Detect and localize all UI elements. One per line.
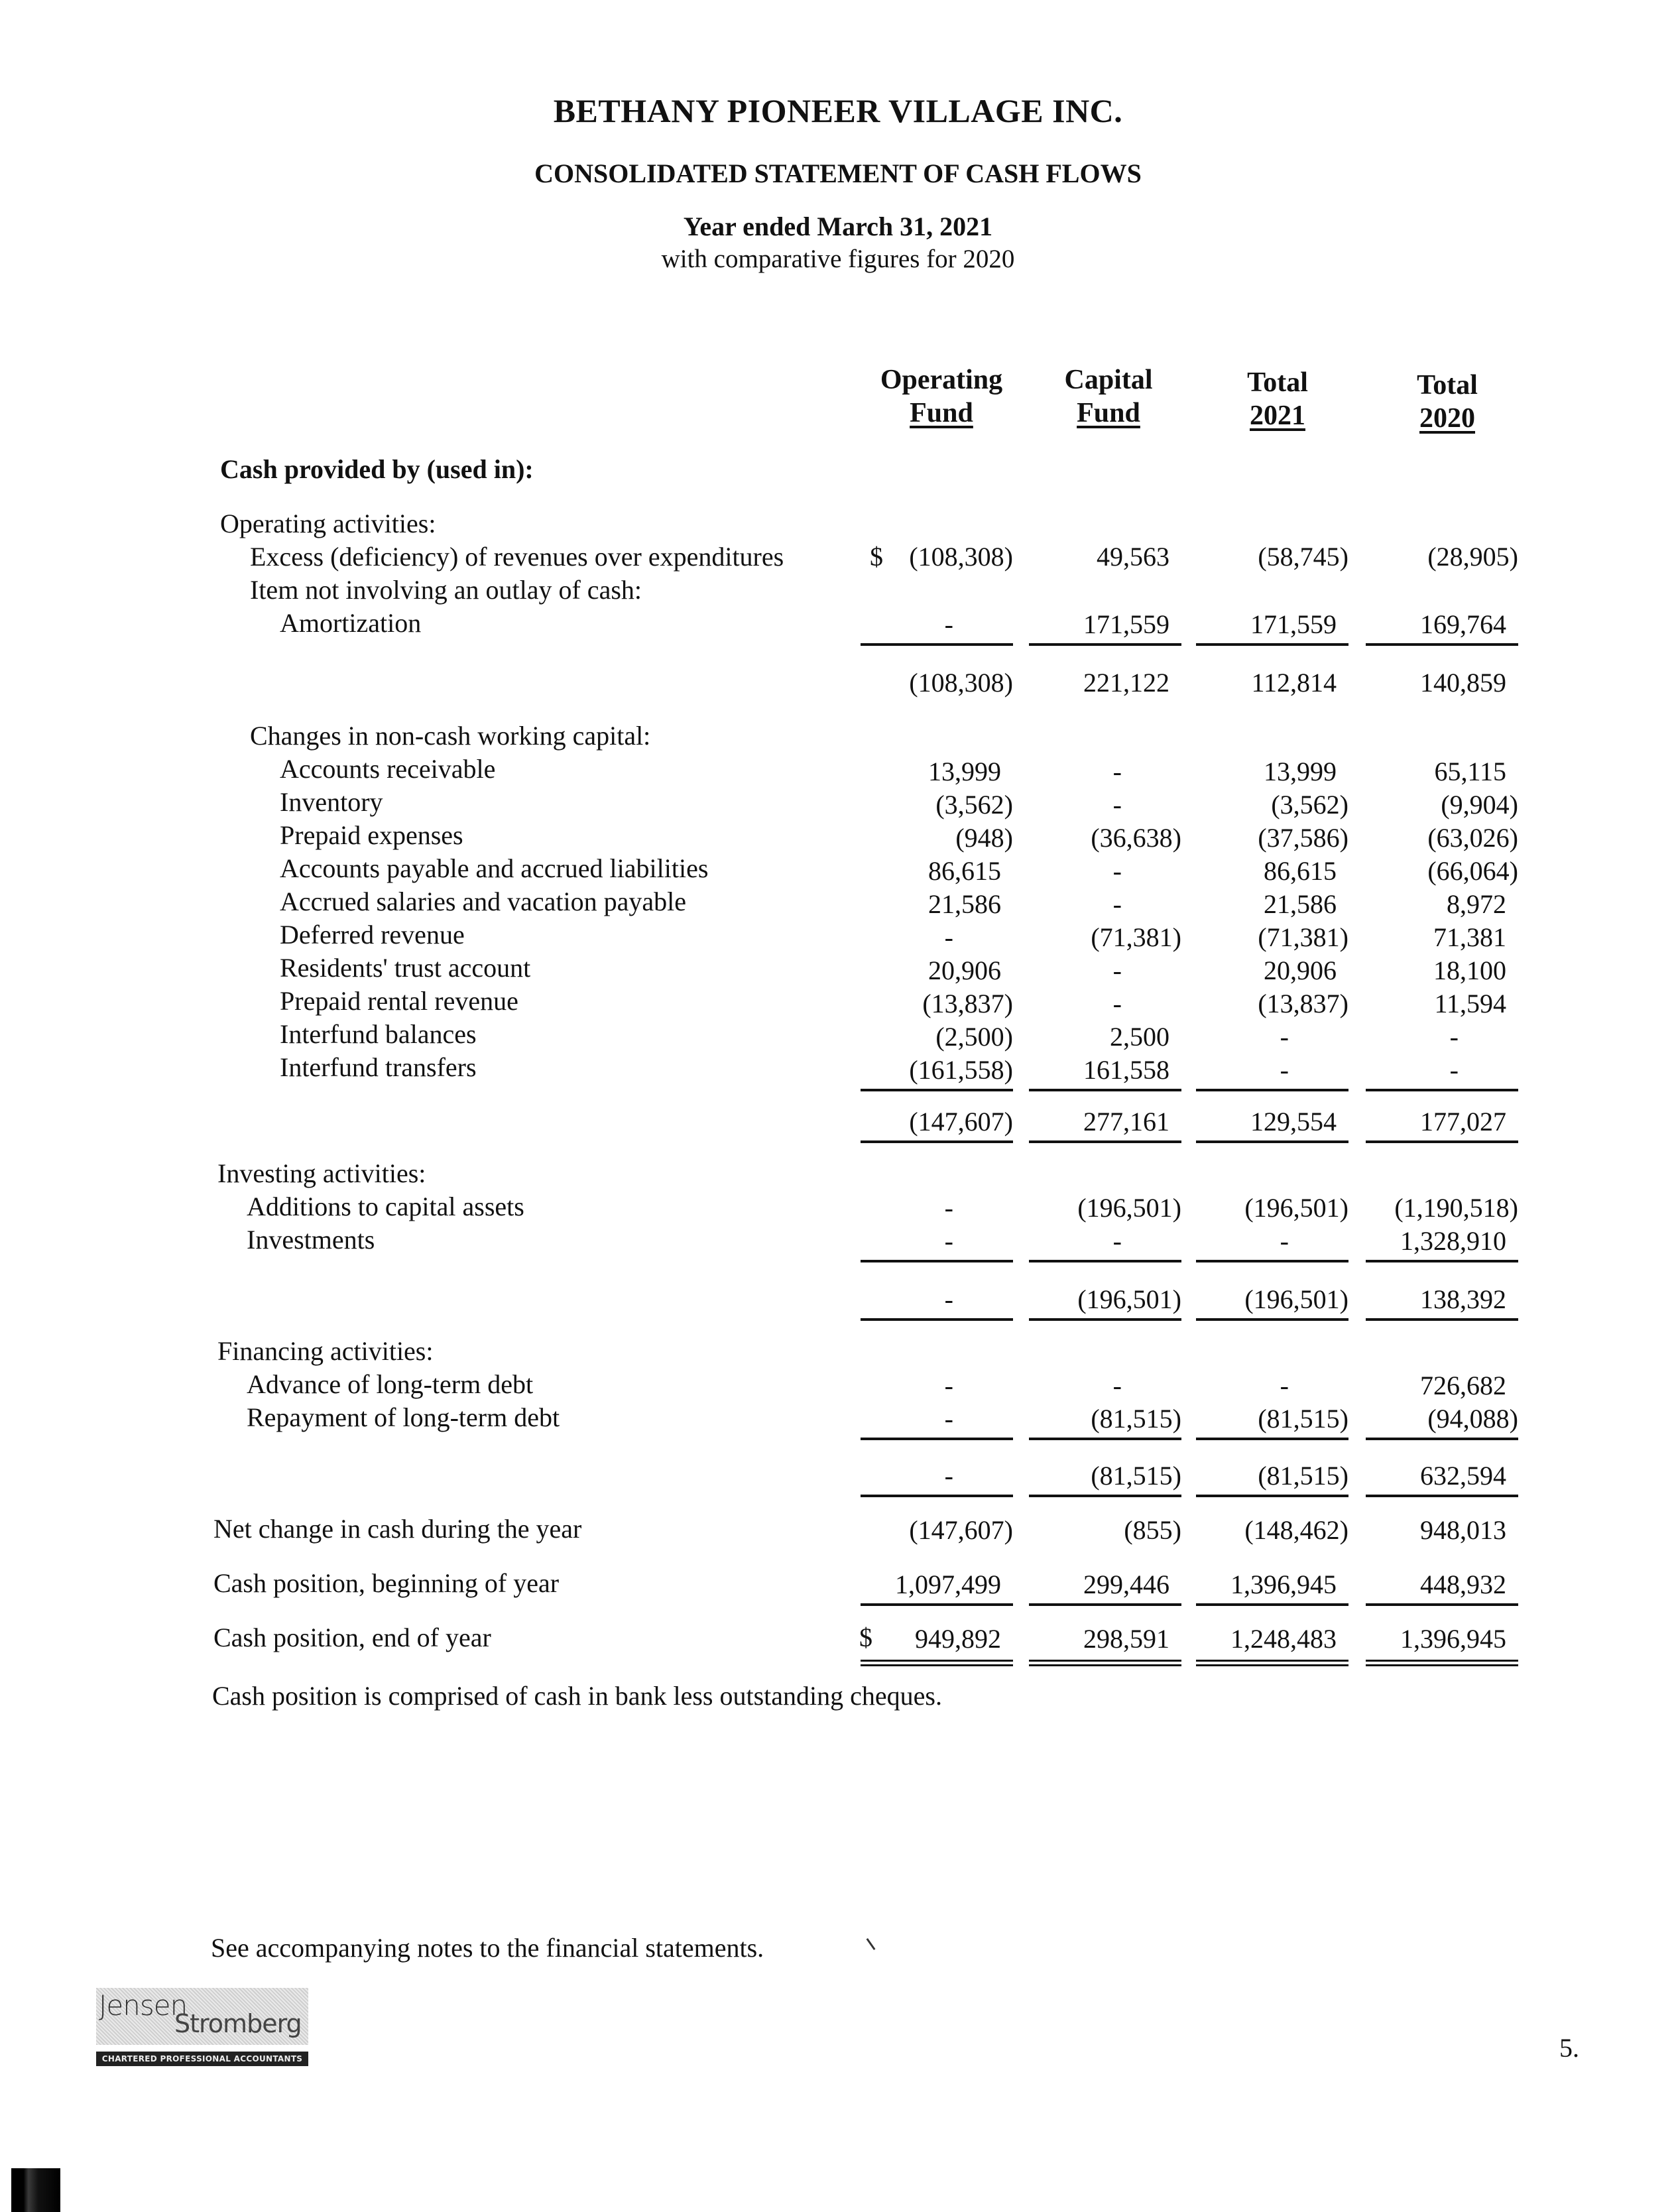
cell-value: (66,064) xyxy=(1427,856,1518,886)
table-cell xyxy=(861,1403,1013,1436)
table-cell xyxy=(1029,541,1181,574)
table-cell xyxy=(1196,1370,1348,1403)
logo-name-line2: Stromberg xyxy=(174,2009,302,2038)
cell-value: 171,559 xyxy=(1250,609,1337,639)
cell-value: - xyxy=(1112,1226,1122,1256)
table-cell xyxy=(1029,855,1181,889)
cell-value: - xyxy=(944,1371,953,1400)
cell-value: 221,122 xyxy=(1083,668,1169,698)
cell-value: 171,559 xyxy=(1083,609,1169,639)
cell-value: (37,586) xyxy=(1258,823,1348,853)
table-cell xyxy=(1029,1403,1181,1436)
cell-value: 1,328,910 xyxy=(1400,1226,1506,1256)
table-cell xyxy=(1366,541,1518,574)
cell-value: 298,591 xyxy=(1083,1624,1169,1654)
table-cell xyxy=(1196,988,1348,1021)
cell-value: - xyxy=(1280,1371,1289,1400)
row-label-working-capital-item: Prepaid rental revenue xyxy=(280,986,518,1016)
table-cell xyxy=(1196,1514,1348,1548)
cell-value: - xyxy=(944,1284,953,1314)
row-label-working-capital-item: Interfund balances xyxy=(280,1019,477,1049)
cell-value: 140,859 xyxy=(1420,668,1506,698)
cell-value: - xyxy=(944,1193,953,1223)
row-label-advance-debt: Advance of long-term debt xyxy=(247,1369,534,1399)
cell-value: 177,027 xyxy=(1420,1107,1506,1137)
row-label-cash-ending: Cash position, end of year xyxy=(213,1623,491,1652)
logo-name-line1: Jensen xyxy=(99,1989,188,2022)
column-header-line2: Fund xyxy=(910,398,973,428)
cell-value: - xyxy=(944,1461,953,1491)
row-label-cash-beginning: Cash position, beginning of year xyxy=(213,1568,560,1598)
logo-tagline: CHARTERED PROFESSIONAL ACCOUNTANTS xyxy=(96,2052,308,2066)
table-cell xyxy=(861,1284,1013,1317)
cell-value: (81,515) xyxy=(1091,1404,1181,1434)
cell-value: (13,837) xyxy=(922,989,1013,1018)
table-cell xyxy=(861,855,1013,889)
scan-artifact xyxy=(11,2168,60,2212)
cell-value: 448,932 xyxy=(1420,1569,1506,1599)
table-cell xyxy=(1196,541,1348,574)
comparative-note: with comparative figures for 2020 xyxy=(661,245,1015,273)
table-cell xyxy=(861,1623,1013,1656)
table-cell xyxy=(1196,1569,1348,1602)
table-cell xyxy=(1029,1370,1181,1403)
table-cell xyxy=(1029,1569,1181,1602)
table-cell xyxy=(1366,922,1518,955)
table-cell xyxy=(1366,1403,1518,1436)
row-label-repayment-debt: Repayment of long-term debt xyxy=(247,1402,560,1432)
table-cell xyxy=(1029,1225,1181,1259)
cash-position-footnote: Cash position is comprised of cash in bank less outstanding cheques. xyxy=(212,1681,942,1711)
cell-value: - xyxy=(1112,955,1122,985)
section-label-financing: Financing activities: xyxy=(217,1336,434,1366)
cell-value: (94,088) xyxy=(1427,1404,1518,1434)
cell-value: (148,462) xyxy=(1244,1515,1348,1545)
cell-value: 86,615 xyxy=(1264,856,1337,886)
organization-name: BETHANY PIONEER VILLAGE INC. xyxy=(553,92,1123,129)
section-label-working-capital: Changes in non-cash working capital: xyxy=(250,721,651,751)
table-cell xyxy=(1366,955,1518,988)
row-label-net-change: Net change in cash during the year xyxy=(213,1514,582,1544)
cell-value: 13,999 xyxy=(1264,757,1337,786)
table-cell xyxy=(1196,667,1348,700)
table-cell xyxy=(1196,1021,1348,1054)
cell-value: 49,563 xyxy=(1097,542,1169,572)
cell-value: (81,515) xyxy=(1258,1404,1348,1434)
cell-value: 161,558 xyxy=(1083,1055,1169,1085)
table-cell xyxy=(1029,922,1181,955)
table-cell xyxy=(861,1054,1013,1087)
cell-value: (71,381) xyxy=(1258,922,1348,952)
table-cell xyxy=(861,988,1013,1021)
table-cell xyxy=(1029,1460,1181,1493)
table-cell xyxy=(1366,855,1518,889)
cell-value: (81,515) xyxy=(1091,1461,1181,1491)
cell-value: 138,392 xyxy=(1420,1284,1506,1314)
cell-value: (1,190,518) xyxy=(1394,1193,1518,1223)
page-number: 5. xyxy=(1559,2033,1579,2063)
cell-value: - xyxy=(944,609,953,639)
cell-value: 20,906 xyxy=(1264,955,1337,985)
table-cell xyxy=(1366,1106,1518,1139)
row-label-excess: Excess (deficiency) of revenues over expenditures xyxy=(250,542,784,572)
table-cell xyxy=(1366,1460,1518,1493)
table-cell xyxy=(1029,1054,1181,1087)
cell-value: (9,904) xyxy=(1441,790,1518,820)
table-cell xyxy=(861,1021,1013,1054)
table-cell xyxy=(1029,1192,1181,1225)
table-cell xyxy=(861,541,1013,574)
row-label-noncash: Item not involving an outlay of cash: xyxy=(250,575,642,605)
cell-value: 299,446 xyxy=(1083,1569,1169,1599)
row-label-working-capital-item: Prepaid expenses xyxy=(280,820,463,850)
table-cell xyxy=(1029,1021,1181,1054)
table-cell xyxy=(1366,1192,1518,1225)
section-label-operating: Operating activities: xyxy=(220,509,436,538)
cell-value: (2,500) xyxy=(935,1022,1013,1052)
cell-value: (3,562) xyxy=(1271,790,1348,820)
column-header-line1: Total xyxy=(1417,370,1478,400)
table-cell xyxy=(1029,667,1181,700)
table-cell xyxy=(1029,955,1181,988)
table-cell xyxy=(861,955,1013,988)
table-cell xyxy=(861,1106,1013,1139)
column-header-line1: Capital xyxy=(1064,365,1153,395)
table-cell xyxy=(1029,822,1181,855)
cell-value: (196,501) xyxy=(1244,1284,1348,1314)
cell-value: 20,906 xyxy=(928,955,1001,985)
table-cell xyxy=(1366,1054,1518,1087)
table-cell xyxy=(1029,1514,1181,1548)
cell-value: (58,745) xyxy=(1258,542,1348,572)
cell-value: (196,501) xyxy=(1244,1193,1348,1223)
cell-value: (36,638) xyxy=(1091,823,1181,853)
cell-value: (147,607) xyxy=(909,1107,1013,1137)
cell-value: 726,682 xyxy=(1420,1371,1506,1400)
column-header-line1: Total xyxy=(1247,367,1308,398)
cell-value: (63,026) xyxy=(1427,823,1518,853)
table-cell xyxy=(861,1460,1013,1493)
cell-value: 112,814 xyxy=(1251,668,1337,698)
table-cell xyxy=(1196,1106,1348,1139)
cell-value: (147,607) xyxy=(909,1515,1013,1545)
table-cell xyxy=(1196,889,1348,922)
table-cell xyxy=(1366,1370,1518,1403)
cell-value: (81,515) xyxy=(1258,1461,1348,1491)
table-cell xyxy=(861,1370,1013,1403)
cell-value: - xyxy=(944,1226,953,1256)
table-cell xyxy=(1366,988,1518,1021)
table-cell xyxy=(1366,822,1518,855)
cell-value: (108,308) xyxy=(909,542,1013,572)
cell-value: 1,396,945 xyxy=(1400,1624,1506,1654)
table-cell xyxy=(1196,822,1348,855)
column-header-total-2021 xyxy=(1191,366,1364,432)
section-label-investing: Investing activities: xyxy=(217,1158,426,1188)
column-header-line1: Operating xyxy=(880,365,1003,395)
cell-value: - xyxy=(1112,757,1122,786)
cell-value: 71,381 xyxy=(1433,922,1506,952)
cell-value: - xyxy=(1449,1055,1459,1085)
table-cell xyxy=(1196,1623,1348,1656)
cell-value: - xyxy=(1112,790,1122,820)
cell-value: (855) xyxy=(1124,1515,1181,1545)
column-header-line2: Fund xyxy=(1077,398,1140,428)
table-cell xyxy=(1196,1054,1348,1087)
table-cell xyxy=(1366,609,1518,642)
table-cell xyxy=(861,1225,1013,1259)
cell-value: - xyxy=(1112,856,1122,886)
table-cell xyxy=(1196,1284,1348,1317)
table-cell xyxy=(1196,756,1348,789)
cell-value: 86,615 xyxy=(928,856,1001,886)
cell-value: 1,396,945 xyxy=(1230,1569,1337,1599)
table-cell xyxy=(1029,1106,1181,1139)
table-cell xyxy=(1196,855,1348,889)
table-cell xyxy=(1029,889,1181,922)
cell-value: (28,905) xyxy=(1427,542,1518,572)
notes-reference: See accompanying notes to the financial statements. xyxy=(211,1933,764,1963)
cell-value: (196,501) xyxy=(1077,1193,1181,1223)
cell-value: - xyxy=(1449,1022,1459,1052)
currency-symbol: $ xyxy=(859,1623,872,1652)
cell-value: 2,500 xyxy=(1110,1022,1169,1052)
cell-value: (13,837) xyxy=(1258,989,1348,1018)
table-cell xyxy=(1196,922,1348,955)
row-label-working-capital-item: Accrued salaries and vacation payable xyxy=(280,887,687,916)
cell-value: 632,594 xyxy=(1420,1461,1506,1491)
table-cell xyxy=(861,789,1013,822)
table-cell xyxy=(1029,988,1181,1021)
cell-value: 13,999 xyxy=(928,757,1001,786)
table-cell xyxy=(1196,789,1348,822)
row-label-working-capital-item: Accounts payable and accrued liabilities xyxy=(280,853,709,883)
statement-title: CONSOLIDATED STATEMENT OF CASH FLOWS xyxy=(534,158,1142,188)
table-cell xyxy=(861,1192,1013,1225)
column-header-total-2020 xyxy=(1361,369,1533,435)
cash-provided-heading: Cash provided by (used in): xyxy=(220,454,534,484)
table-cell xyxy=(861,609,1013,642)
table-cell xyxy=(1029,1623,1181,1656)
cell-value: 1,248,483 xyxy=(1230,1624,1337,1654)
column-header-capital-fund xyxy=(1022,363,1195,430)
row-label-working-capital-item: Inventory xyxy=(280,787,383,817)
cell-value: - xyxy=(944,922,953,952)
cell-value: 65,115 xyxy=(1434,757,1506,786)
table-cell xyxy=(1029,1284,1181,1317)
cell-value: 21,586 xyxy=(1264,889,1337,919)
table-cell xyxy=(1366,667,1518,700)
cell-value: (108,308) xyxy=(909,668,1013,698)
table-cell xyxy=(1366,1514,1518,1548)
cell-value: - xyxy=(1280,1055,1289,1085)
table-cell xyxy=(1029,609,1181,642)
cell-value: 1,097,499 xyxy=(895,1569,1001,1599)
table-cell xyxy=(1366,1284,1518,1317)
table-cell xyxy=(861,1514,1013,1548)
cell-value: (3,562) xyxy=(935,790,1013,820)
statement-period: Year ended March 31, 2021 xyxy=(683,212,993,241)
table-cell xyxy=(1366,789,1518,822)
cell-value: 948,013 xyxy=(1420,1515,1506,1545)
table-cell xyxy=(1196,1192,1348,1225)
firm-logo xyxy=(96,1988,308,2063)
row-label-working-capital-item: Interfund transfers xyxy=(280,1052,477,1082)
table-cell xyxy=(1029,756,1181,789)
row-label-working-capital-item: Residents' trust account xyxy=(280,953,531,983)
table-cell xyxy=(1366,1021,1518,1054)
row-label-investments: Investments xyxy=(247,1225,375,1255)
table-cell xyxy=(1196,955,1348,988)
table-cell xyxy=(1366,1569,1518,1602)
cell-value: (161,558) xyxy=(909,1055,1013,1085)
cell-value: 129,554 xyxy=(1250,1107,1337,1137)
table-cell xyxy=(1366,889,1518,922)
row-label-additions: Additions to capital assets xyxy=(247,1192,524,1221)
cell-value: (196,501) xyxy=(1077,1284,1181,1314)
cell-value: (948) xyxy=(955,823,1013,853)
table-cell xyxy=(861,667,1013,700)
table-cell xyxy=(1366,756,1518,789)
table-cell xyxy=(1029,789,1181,822)
cell-value: - xyxy=(1280,1226,1289,1256)
table-cell xyxy=(1196,1403,1348,1436)
table-cell xyxy=(1196,609,1348,642)
row-label-working-capital-item: Deferred revenue xyxy=(280,920,465,950)
cell-value: - xyxy=(1280,1022,1289,1052)
cell-value: 277,161 xyxy=(1083,1107,1169,1137)
cell-value: - xyxy=(944,1404,953,1434)
table-cell xyxy=(1366,1623,1518,1656)
table-cell xyxy=(861,1569,1013,1602)
table-cell xyxy=(861,756,1013,789)
row-label-working-capital-item: Accounts receivable xyxy=(280,754,496,784)
table-cell xyxy=(1366,1225,1518,1259)
cell-value: 18,100 xyxy=(1433,955,1506,985)
table-cell xyxy=(1196,1460,1348,1493)
cell-value: 169,764 xyxy=(1420,609,1506,639)
table-cell xyxy=(861,889,1013,922)
column-header-line2: 2021 xyxy=(1250,400,1305,431)
column-header-operating-fund xyxy=(855,363,1028,430)
table-cell xyxy=(861,922,1013,955)
cell-value: 949,892 xyxy=(915,1624,1001,1654)
cell-value: 8,972 xyxy=(1447,889,1506,919)
table-cell xyxy=(1196,1225,1348,1259)
column-header-line2: 2020 xyxy=(1419,403,1475,434)
cell-value: 21,586 xyxy=(928,889,1001,919)
cell-value: - xyxy=(1112,889,1122,919)
cell-value: - xyxy=(1112,989,1122,1018)
table-cell xyxy=(861,822,1013,855)
cell-value: 11,594 xyxy=(1434,989,1506,1018)
currency-symbol: $ xyxy=(870,542,883,572)
cell-value: - xyxy=(1112,1371,1122,1400)
cell-value: (71,381) xyxy=(1091,922,1181,952)
row-label-amortization: Amortization xyxy=(280,608,422,638)
scan-stray-mark xyxy=(867,1938,876,1950)
